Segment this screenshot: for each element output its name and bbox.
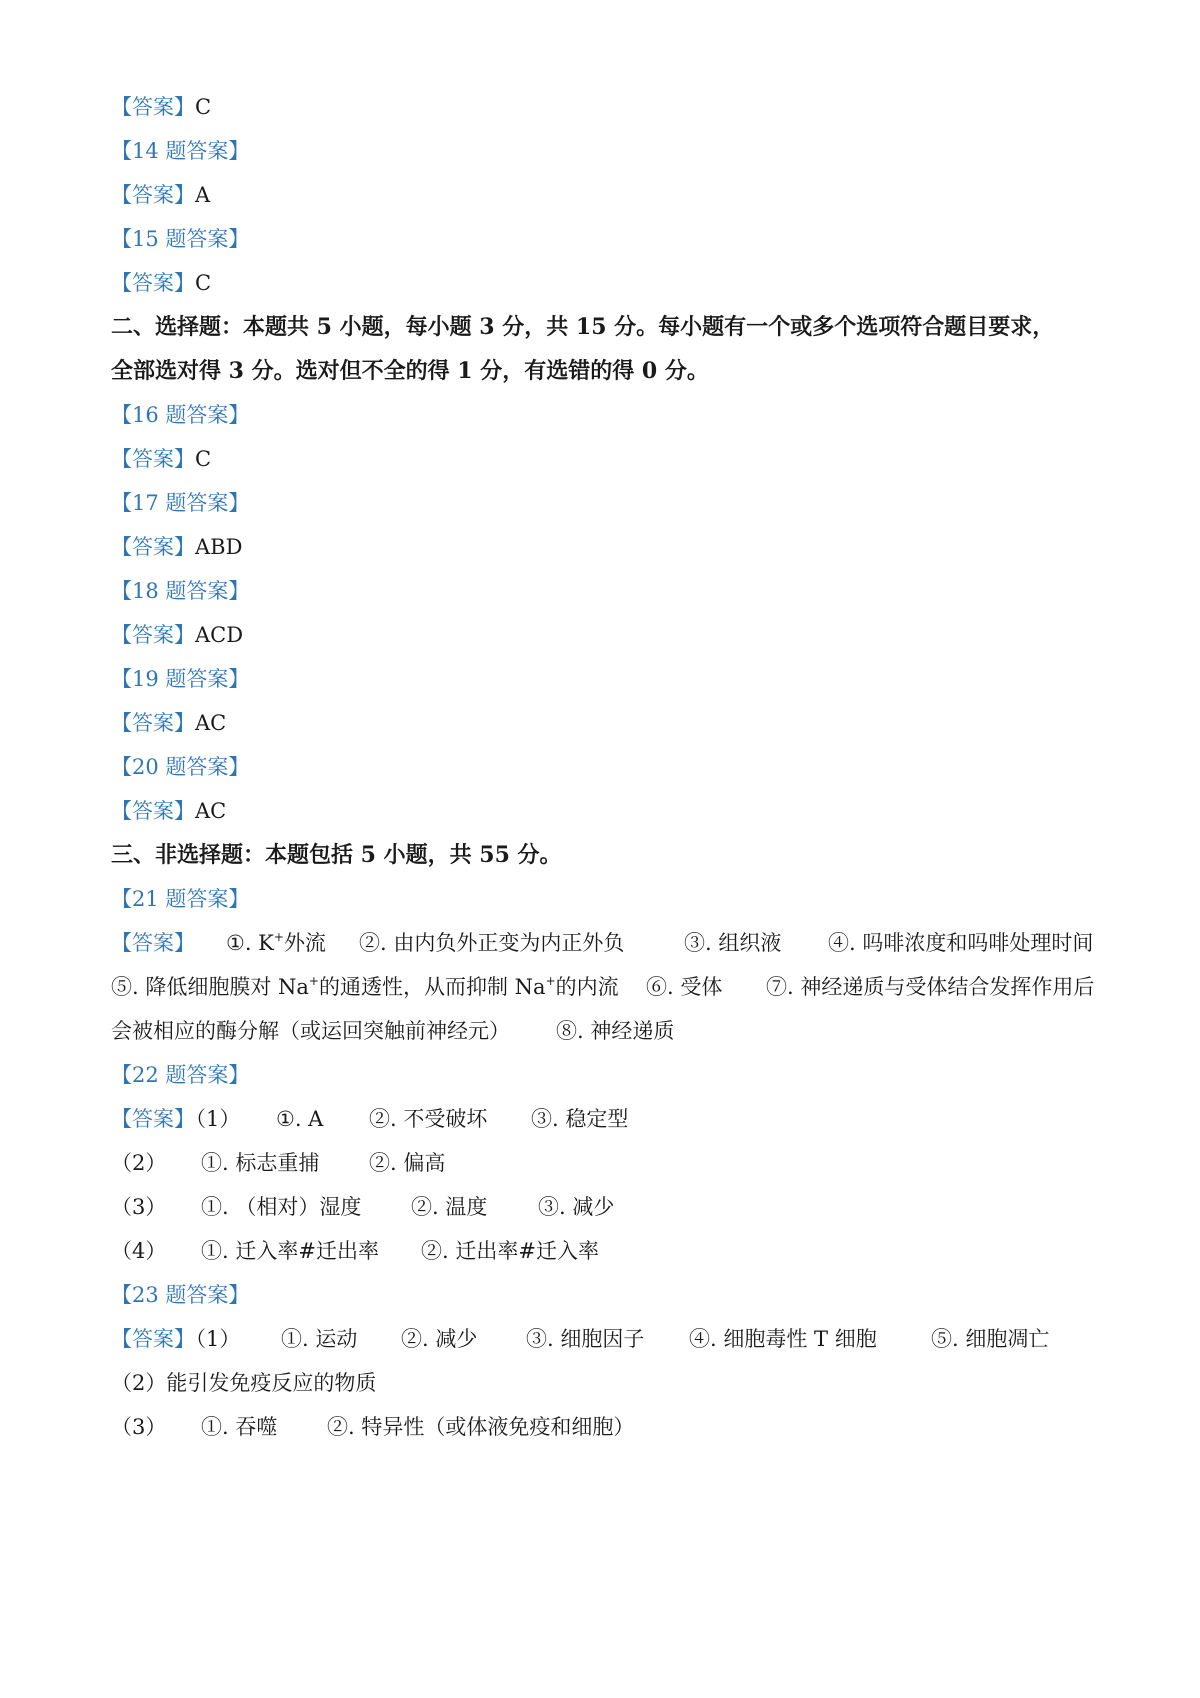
q22-part1-answer-1: ①. A (276, 1107, 324, 1131)
answer-line-q22-part2 (111, 1148, 1091, 1178)
answer-tag: 【答案】 (111, 271, 195, 295)
q21-answer-7: ⑦. 神经递质与受体结合发挥作用后 (766, 975, 1095, 999)
q22-part1-answer-3: ③. 稳定型 (531, 1107, 629, 1131)
answer-tag: 【答案】 (111, 1107, 195, 1131)
q21-answer-2: ②. 由内负外正变为内正外负 (359, 931, 625, 955)
answer-line-q16 (111, 444, 211, 474)
answer-tag: 【答案】 (111, 711, 195, 735)
question-header-q17: 【17 题答案】 (111, 491, 250, 515)
q21-answer-8: ⑧. 神经递质 (556, 1019, 675, 1043)
question-header-q15: 【15 题答案】 (111, 227, 250, 251)
answer-line-q22-part3 (111, 1192, 1091, 1222)
q21-answer-5: ⑤. 降低细胞膜对 Na+的通透性，从而抑制 Na+的内流 (111, 974, 619, 999)
q22-part2-answer-2: ②. 偏高 (369, 1151, 446, 1175)
answer-value: C (195, 447, 212, 471)
answer-tag: 【答案】 (111, 1327, 195, 1351)
answer-line-q23-part2: （2）能引发免疫反应的物质 (111, 1371, 377, 1395)
answer-line-q21-row2 (111, 972, 1095, 1002)
answer-value: AC (195, 711, 227, 735)
q22-part4-answer-2: ②. 迁出率#迁入率 (421, 1239, 599, 1263)
section-2-heading-line1: 二、选择题：本题共 5 小题，每小题 3 分，共 15 分。每小题有一个或多个选项符合题目要求， (111, 314, 1055, 340)
q22-part1-label: （1） (185, 1107, 241, 1131)
q23-part3-label: （3） (111, 1415, 167, 1439)
q21-answer-4: ④. 吗啡浓度和吗啡处理时间 (828, 931, 1094, 955)
answer-line-q13 (111, 92, 211, 122)
q22-part3-answer-2: ②. 温度 (411, 1195, 488, 1219)
answer-tag: 【答案】 (111, 799, 195, 823)
q22-part2-answer-1: ①. 标志重捕 (201, 1151, 320, 1175)
answer-value: C (195, 271, 212, 295)
question-header-q21: 【21 题答案】 (111, 887, 250, 911)
q21-answer-1: ①. K+外流 (226, 930, 326, 955)
answer-tag: 【答案】 (111, 447, 195, 471)
section-2-heading-line2: 全部选对得 3 分。选对但不全的得 1 分，有选错的得 0 分。 (111, 358, 709, 384)
q23-part1-answer-1: ①. 运动 (281, 1327, 358, 1351)
answer-line-q22-part4 (111, 1236, 1091, 1266)
answer-line-q18 (111, 620, 243, 650)
answer-line-q17 (111, 532, 242, 562)
q22-part3-answer-3: ③. 减少 (538, 1195, 615, 1219)
answer-tag: 【答案】 (111, 931, 195, 955)
q21-answer-6: ⑥. 受体 (646, 975, 723, 999)
answer-tag: 【答案】 (111, 623, 195, 647)
answer-value: AC (195, 799, 227, 823)
q23-part1-answer-2: ②. 减少 (401, 1327, 478, 1351)
question-header-q23: 【23 题答案】 (111, 1283, 250, 1307)
answer-line-q23-part1 (111, 1324, 1091, 1354)
answer-tag: 【答案】 (111, 95, 195, 119)
question-header-q19: 【19 题答案】 (111, 667, 250, 691)
answer-line-q15 (111, 268, 211, 298)
answer-value: C (195, 95, 212, 119)
answer-line-q21-row1 (111, 928, 1094, 958)
answer-value: ABD (195, 535, 243, 559)
q23-part3-answer-1: ①. 吞噬 (201, 1415, 278, 1439)
answer-line-q22-part1 (111, 1104, 1091, 1134)
question-header-q22: 【22 题答案】 (111, 1063, 250, 1087)
q23-part1-answer-4: ④. 细胞毒性 T 细胞 (689, 1327, 877, 1351)
q21-answer-3: ③. 组织液 (684, 931, 782, 955)
answer-line-q21-row3 (111, 1016, 1091, 1046)
q21-answer-7-continued: 会被相应的酶分解（或运回突触前神经元） (111, 1019, 510, 1043)
q23-part1-answer-5: ⑤. 细胞凋亡 (931, 1327, 1050, 1351)
answer-line-q14 (111, 180, 210, 210)
question-header-q18: 【18 题答案】 (111, 579, 250, 603)
answer-line-q23-part3 (111, 1412, 1091, 1442)
answer-tag: 【答案】 (111, 535, 195, 559)
answer-value: ACD (195, 623, 244, 647)
q23-part3-answer-2: ②. 特异性（或体液免疫和细胞） (327, 1415, 635, 1439)
answer-line-q20 (111, 796, 226, 826)
answer-value: A (195, 183, 211, 207)
answer-tag: 【答案】 (111, 183, 195, 207)
q23-part1-answer-3: ③. 细胞因子 (526, 1327, 645, 1351)
answer-line-q19 (111, 708, 226, 738)
q22-part4-answer-1: ①. 迁入率#迁出率 (201, 1239, 379, 1263)
q23-part1-label: （1） (185, 1327, 241, 1351)
question-header-q14: 【14 题答案】 (111, 139, 250, 163)
section-3-heading: 三、非选择题：本题包括 5 小题，共 55 分。 (111, 842, 562, 868)
question-header-q16: 【16 题答案】 (111, 403, 250, 427)
q22-part1-answer-2: ②. 不受破坏 (369, 1107, 488, 1131)
q22-part4-label: （4） (111, 1239, 167, 1263)
q22-part3-answer-1: ①. （相对）湿度 (201, 1195, 362, 1219)
q22-part2-label: （2） (111, 1151, 167, 1175)
question-header-q20: 【20 题答案】 (111, 755, 250, 779)
q22-part3-label: （3） (111, 1195, 167, 1219)
